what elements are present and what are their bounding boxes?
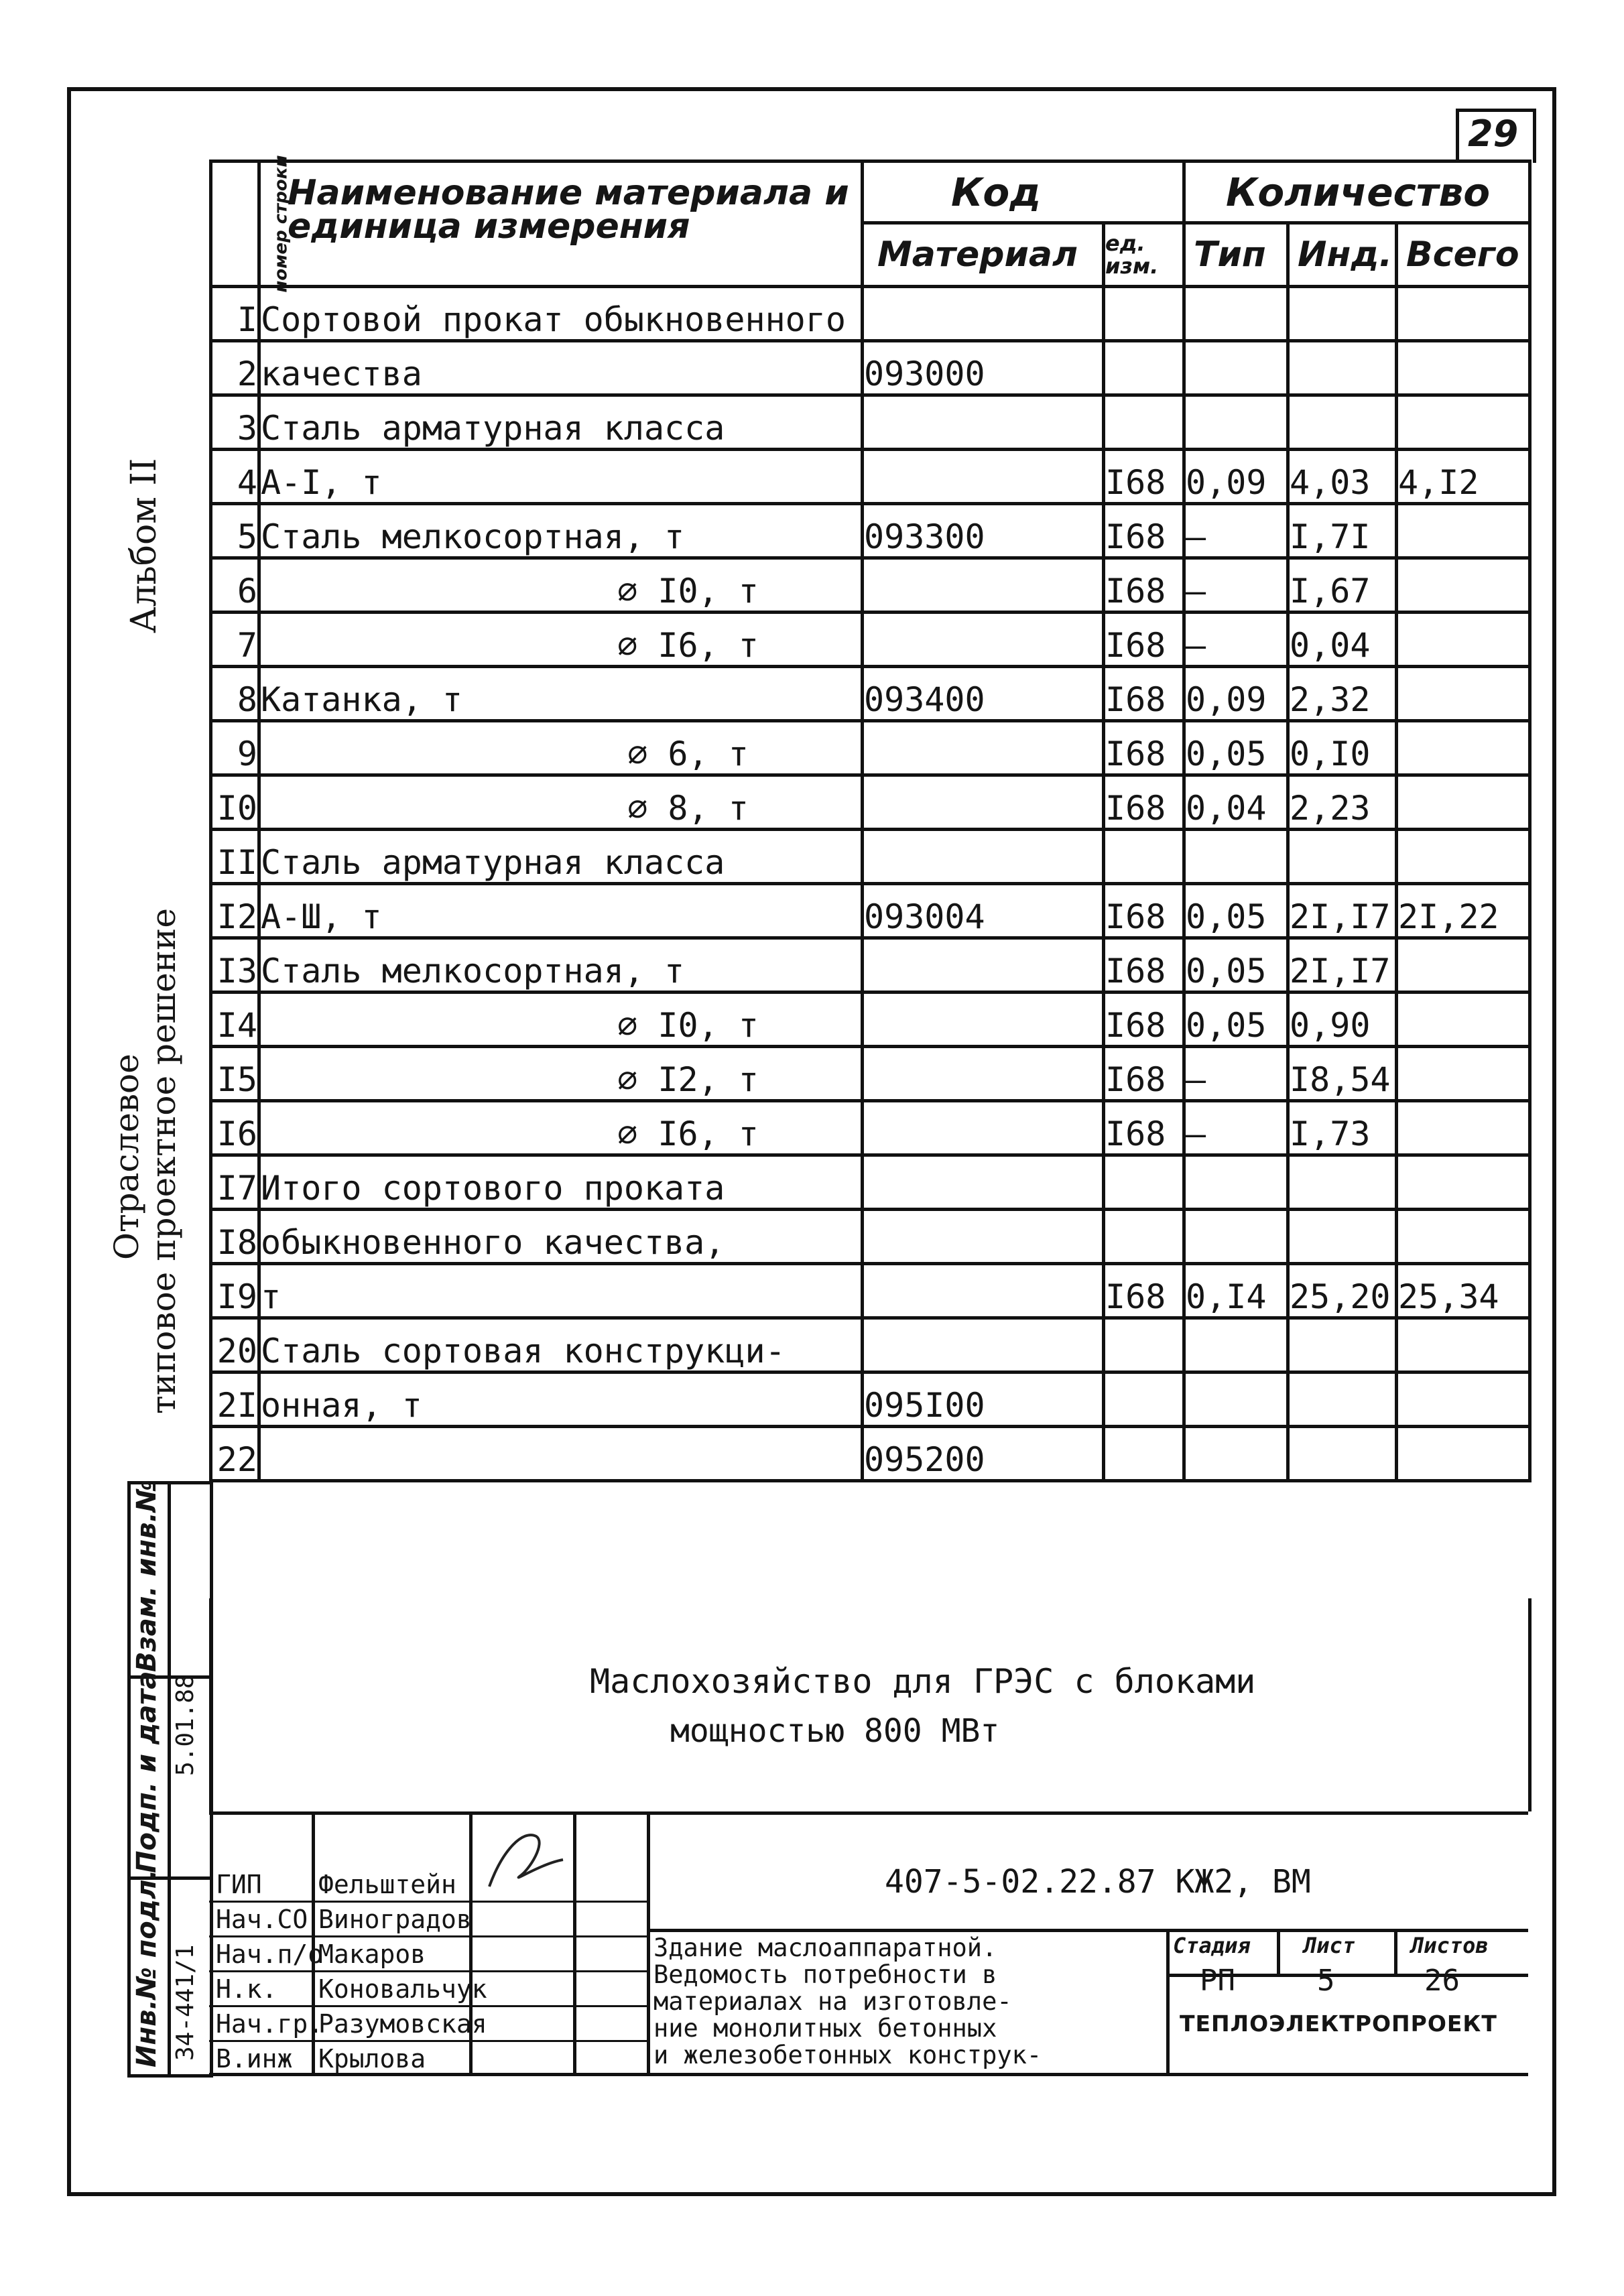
row-unit: I68 [1104,1264,1184,1318]
row-typ: 0,05 [1184,721,1288,775]
row-number: I9 [211,1264,259,1318]
row-code: 095200 [863,1427,1104,1481]
row-unit: I68 [1104,938,1184,993]
project-title-1: Маслохозяйство для ГРЭС с блоками [590,1662,1256,1701]
signer-name: Виноградов [318,1905,472,1934]
title-block-divider-stage [1277,1929,1280,1974]
row-typ: – [1184,613,1288,667]
header-row-number: номер строки [211,162,259,287]
row-unit: I68 [1104,1101,1184,1155]
row-code [863,450,1104,504]
row-typ [1184,1318,1288,1373]
row-number: 2 [211,341,259,395]
table-row [211,395,1530,450]
table-row [211,1047,1530,1101]
header-total: Всего [1397,223,1530,287]
description-line: и железобетонных конструк- [653,2041,1042,2069]
row-unit: I68 [1104,558,1184,613]
row-name: Сортовой прокат обыкновенного [259,287,863,341]
title-block-divider-main [647,1811,650,2073]
table-row [211,450,1530,504]
table-row [211,558,1530,613]
row-ind [1288,341,1397,395]
row-ind: 2I,I7 [1288,938,1397,993]
table-row [211,830,1530,884]
side-stamp-replace: Взам. инв.№ [131,1480,162,1672]
row-name: А-I, т [259,450,863,504]
row-ind [1288,1318,1397,1373]
header-name: Наименование материала и единица измерения [259,162,863,287]
row-ind: I,7I [1288,504,1397,558]
page-number: 29 [1468,113,1519,155]
decision-label-1: Отраслевое [107,1054,146,1260]
row-name: ∅ I0, т [259,558,863,613]
row-number: 2I [211,1373,259,1427]
row-ind: 0,I0 [1288,721,1397,775]
row-code [863,1101,1104,1155]
signer-role: Нач.гр. [216,2009,324,2039]
table-row [211,1210,1530,1264]
header-unit: ед. изм. [1104,223,1184,287]
row-unit: I68 [1104,450,1184,504]
description-line: Ведомость потребности в [653,1960,997,1989]
row-number: I2 [211,884,259,938]
row-name: ∅ I6, т [259,1101,863,1155]
row-total: 2I,22 [1397,884,1530,938]
row-name: качества [259,341,863,395]
table-row [211,667,1530,721]
signer-name: Фельштейн [318,1870,456,1899]
row-total [1397,1047,1530,1101]
row-number: 22 [211,1427,259,1481]
description-line: материалах на изготовле- [653,1987,1012,2016]
row-unit: I68 [1104,1047,1184,1101]
side-stamp-divider [168,1481,171,2078]
row-code: 093004 [863,884,1104,938]
row-total [1397,341,1530,395]
row-unit: I68 [1104,884,1184,938]
stage-label: Стадия [1173,1933,1251,1958]
signer-row-line [209,2040,647,2042]
title-block-divider-sheet [1394,1929,1397,1974]
row-total [1397,558,1530,613]
signer-role: ГИП [216,1870,262,1899]
row-name: онная, т [259,1373,863,1427]
signer-row-line [209,2005,647,2007]
row-number: I0 [211,775,259,830]
table-row [211,1155,1530,1210]
table-row [211,613,1530,667]
row-number: 3 [211,395,259,450]
row-code [863,1264,1104,1318]
table-row [211,721,1530,775]
row-total [1397,1210,1530,1264]
row-code [863,1210,1104,1264]
title-block-divider-org [1166,1929,1170,2073]
sheets-label: Листов [1411,1933,1489,1958]
side-stamp-sign: Подп. и дата [131,1671,162,1873]
row-ind: I,67 [1288,558,1397,613]
row-name: Сталь мелкосортная, т [259,504,863,558]
row-number: I6 [211,1101,259,1155]
row-typ [1184,341,1288,395]
row-ind: 25,20 [1288,1264,1397,1318]
row-unit [1104,1373,1184,1427]
row-name: т [259,1264,863,1318]
row-typ: 0,04 [1184,775,1288,830]
row-number: 4 [211,450,259,504]
row-code: 093400 [863,667,1104,721]
row-typ [1184,830,1288,884]
row-number: I4 [211,993,259,1047]
row-name: ∅ I0, т [259,993,863,1047]
title-block-line-top [209,1811,1528,1815]
row-total [1397,721,1530,775]
row-typ [1184,1373,1288,1427]
row-typ: 0,05 [1184,884,1288,938]
row-name: Сталь арматурная класса [259,830,863,884]
row-total [1397,1427,1530,1481]
row-number: 7 [211,613,259,667]
row-total: 4,I2 [1397,450,1530,504]
description-line: ние монолитных бетонных [653,2014,997,2043]
signer-role: Н.к. [216,1974,277,2004]
row-name: обыкновенного качества, [259,1210,863,1264]
row-code: 093300 [863,504,1104,558]
title-block-frame [209,1598,1532,1811]
table-row [211,1427,1530,1481]
row-code [863,775,1104,830]
row-unit: I68 [1104,613,1184,667]
table-row [211,287,1530,341]
row-unit [1104,1155,1184,1210]
row-code [863,287,1104,341]
row-typ: – [1184,504,1288,558]
table-row [211,1318,1530,1373]
row-total [1397,1101,1530,1155]
row-ind [1288,1155,1397,1210]
row-typ [1184,1155,1288,1210]
side-stamp-date-value: 5.01.88 [172,1674,199,1776]
row-unit: I68 [1104,504,1184,558]
row-unit [1104,1210,1184,1264]
row-number: I7 [211,1155,259,1210]
row-number: 20 [211,1318,259,1373]
row-total [1397,395,1530,450]
row-name: ∅ 6, т [259,721,863,775]
row-typ: 0,05 [1184,993,1288,1047]
row-unit [1104,830,1184,884]
album-label: Альбом II [124,458,164,633]
row-code: 093000 [863,341,1104,395]
table-row [211,504,1530,558]
row-code [863,721,1104,775]
row-name: Сталь мелкосортная, т [259,938,863,993]
signer-name: Макаров [318,1939,426,1969]
row-code [863,1047,1104,1101]
stage-value: РП [1200,1964,1235,1998]
side-stamp-inv-value: 34-441/1 [172,1944,199,2061]
row-total [1397,1155,1530,1210]
signer-role: В.инж [216,2044,293,2074]
row-total [1397,830,1530,884]
decision-label-2: типовое проектное решение [144,908,183,1414]
signer-row-line [209,1935,647,1937]
organization-logo-text: ТЕПЛОЭЛЕКТРОПРОЕКТ [1180,2011,1497,2037]
side-stamp-inv: Инв.№ подл. [131,1869,162,2067]
row-number: II [211,830,259,884]
row-total [1397,667,1530,721]
row-number: 6 [211,558,259,613]
row-unit [1104,1427,1184,1481]
table-row [211,1264,1530,1318]
table-row [211,1101,1530,1155]
row-name: Катанка, т [259,667,863,721]
row-number: 5 [211,504,259,558]
row-ind: I,73 [1288,1101,1397,1155]
row-unit: I68 [1104,993,1184,1047]
table-row [211,341,1530,395]
signer-row-line [209,1901,647,1903]
row-name [259,1427,863,1481]
row-code: 095I00 [863,1373,1104,1427]
header-code: Код [863,162,1184,223]
row-ind: 0,90 [1288,993,1397,1047]
row-ind [1288,395,1397,450]
row-unit [1104,287,1184,341]
row-code [863,613,1104,667]
row-code [863,1155,1104,1210]
row-total [1397,1373,1530,1427]
row-ind [1288,1210,1397,1264]
header-quantity: Количество [1184,162,1530,223]
row-typ [1184,395,1288,450]
row-name: ∅ I6, т [259,613,863,667]
row-total [1397,613,1530,667]
signer-name: Разумовская [318,2009,487,2039]
row-code [863,1318,1104,1373]
row-total [1397,287,1530,341]
row-number: I3 [211,938,259,993]
row-unit [1104,395,1184,450]
row-ind: 2,32 [1288,667,1397,721]
row-number: I5 [211,1047,259,1101]
row-ind: 0,04 [1288,613,1397,667]
row-ind [1288,830,1397,884]
header-typ: Тип [1184,223,1288,287]
row-unit [1104,341,1184,395]
row-name: ∅ I2, т [259,1047,863,1101]
signer-row-line [209,1970,647,1972]
project-title-2: мощностью 800 МВт [670,1712,1000,1750]
signature-mark [483,1823,576,1897]
row-name: Сталь арматурная класса [259,395,863,450]
row-number: I8 [211,1210,259,1264]
table-row [211,1373,1530,1427]
row-unit: I68 [1104,667,1184,721]
row-typ: 0,09 [1184,667,1288,721]
row-ind: I8,54 [1288,1047,1397,1101]
signer-role: Нач.СО [216,1905,308,1934]
row-number: I [211,287,259,341]
row-name: Сталь сортовая конструкци- [259,1318,863,1373]
row-code [863,993,1104,1047]
row-total [1397,938,1530,993]
row-unit: I68 [1104,775,1184,830]
table-row [211,938,1530,993]
sheet-value: 5 [1317,1964,1335,1998]
row-typ: – [1184,1047,1288,1101]
header-material: Материал [863,223,1104,287]
row-total [1397,504,1530,558]
row-name: А-Ш, т [259,884,863,938]
signer-name: Коновальчук [318,1974,487,2004]
signer-role: Нач.п/о [216,1939,324,1969]
table-row [211,775,1530,830]
header-ind: Инд. [1288,223,1397,287]
materials-table [209,155,1532,1482]
row-total [1397,775,1530,830]
description-line: Здание маслоаппаратной. [653,1933,997,1962]
row-ind: 2,23 [1288,775,1397,830]
row-ind: 2I,I7 [1288,884,1397,938]
row-typ [1184,1210,1288,1264]
row-total [1397,1318,1530,1373]
row-name: Итого сортового проката [259,1155,863,1210]
row-unit: I68 [1104,721,1184,775]
document-code: 407-5-02.22.87 КЖ2, ВМ [885,1863,1311,1901]
sheets-value: 26 [1424,1964,1460,1998]
row-total [1397,993,1530,1047]
row-typ [1184,1427,1288,1481]
row-code [863,395,1104,450]
row-typ: 0,09 [1184,450,1288,504]
table-row [211,884,1530,938]
row-typ: – [1184,558,1288,613]
row-ind: 4,03 [1288,450,1397,504]
signer-name: Крылова [318,2044,426,2074]
table-row [211,993,1530,1047]
row-ind [1288,287,1397,341]
row-name: ∅ 8, т [259,775,863,830]
row-ind [1288,1373,1397,1427]
row-typ: 0,05 [1184,938,1288,993]
row-number: 9 [211,721,259,775]
row-typ: – [1184,1101,1288,1155]
row-code [863,938,1104,993]
row-code [863,558,1104,613]
row-total: 25,34 [1397,1264,1530,1318]
sheet-label: Лист [1304,1933,1356,1958]
row-typ [1184,287,1288,341]
row-typ: 0,I4 [1184,1264,1288,1318]
row-number: 8 [211,667,259,721]
row-ind [1288,1427,1397,1481]
row-code [863,830,1104,884]
row-unit [1104,1318,1184,1373]
